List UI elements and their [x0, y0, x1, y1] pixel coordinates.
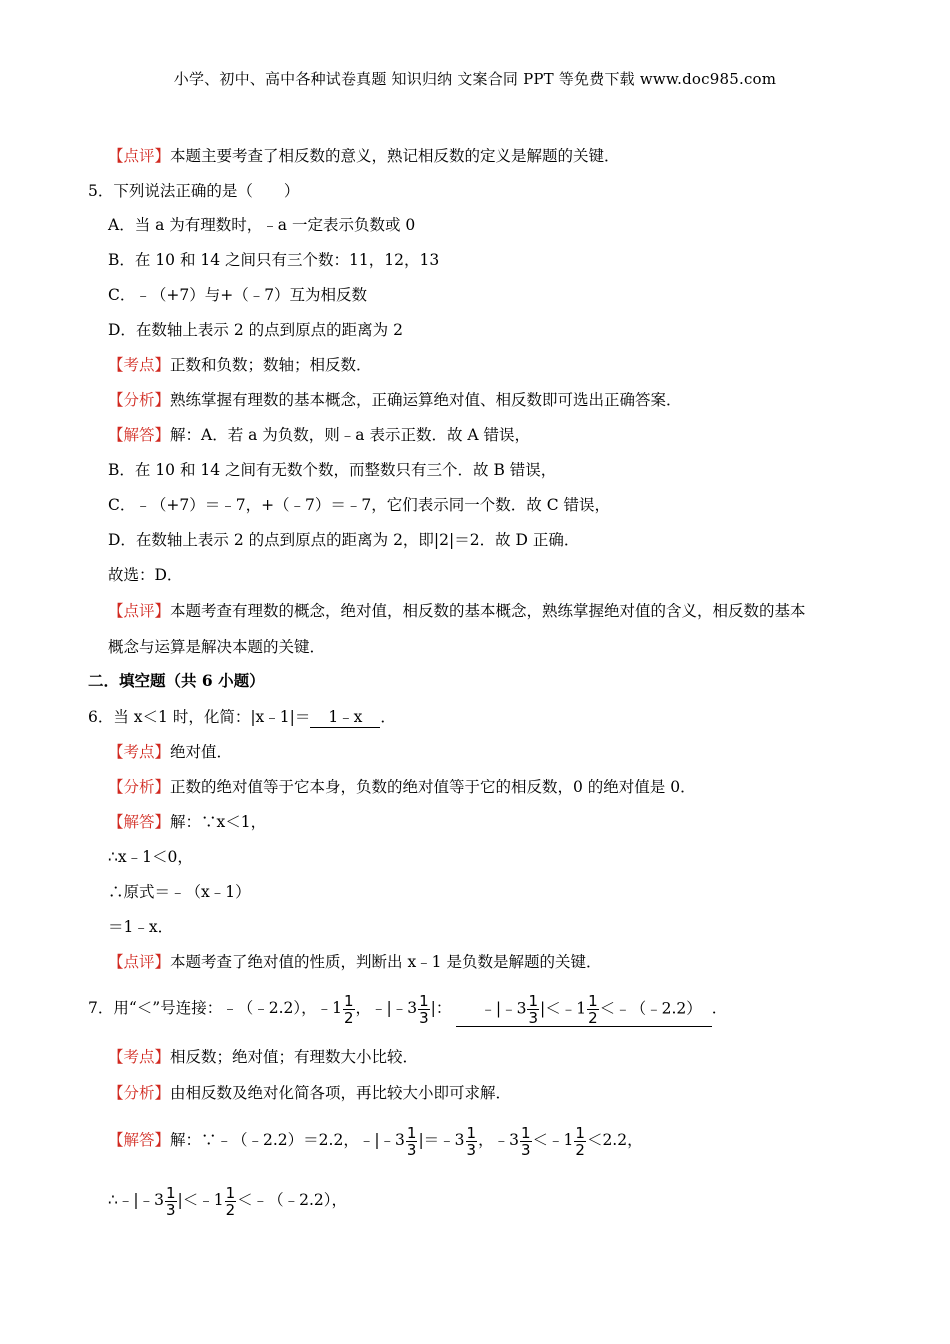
q5-stem: 5．下列说法正确的是（ ）	[88, 182, 300, 200]
q6-comment: 【点评】本题考查了绝对值的性质，判断出 x﹣1 是负数是解题的关键．	[108, 953, 602, 971]
fraction: $\frac{1}{3}$	[419, 991, 429, 1027]
q4-comment: 【点评】本题主要考查了相反数的意义，熟记相反数的定义是解题的关键．	[108, 147, 620, 165]
section-title: 二．填空题（共 6 小题）	[88, 671, 265, 690]
q5-option-a: A．当 a 为有理数时，﹣a 一定表示负数或 0	[108, 216, 416, 234]
tag-dianping: 【点评】	[108, 147, 171, 165]
q5-kaodian: 【考点】正数和负数；数轴；相反数．	[108, 356, 372, 374]
q6-kaodian: 【考点】绝对值．	[108, 743, 233, 761]
fraction: $\frac{1}{2}$	[343, 991, 354, 1027]
q5-fenxi: 【分析】熟练掌握有理数的基本概念，正确运算绝对值、相反数即可选出正确答案．	[108, 391, 682, 409]
q6-step-2: ∴原式＝﹣（x﹣1）	[108, 883, 251, 901]
q7-fenxi: 【分析】由相反数及绝对化简各项，再比较大小即可求解．	[108, 1084, 512, 1102]
q6-answer: 1﹣x	[310, 707, 380, 728]
q5-option-b: B．在 10 和 14 之间只有三个数：11，12，13	[108, 251, 440, 269]
q5-jieda-b: B．在 10 和 14 之间有无数个数，而整数只有三个．故 B 错误，	[108, 461, 557, 479]
q5-jieda-c: C．﹣（+7）＝﹣7，+（﹣7）＝﹣7，它们表示同一个数．故 C 错误，	[108, 496, 610, 514]
q6-fenxi: 【分析】正数的绝对值等于它本身，负数的绝对值等于它的相反数，0 的绝对值是 0．	[108, 778, 696, 796]
q6-stem: 6．当 x＜1 时，化简：|x﹣1|＝ 1﹣x ．	[88, 708, 396, 726]
q7-jieda: 【解答】解：∵﹣（﹣2.2）＝2.2，﹣|﹣3 $\frac{1}{3}$ |＝﹣3 $\frac{1}{3}$ ，﹣3 $\frac{1}{3}$ ＜﹣1 $\frac{1}{2}$ ＜2.2，	[108, 1123, 643, 1159]
q5-answer: 故选：D．	[108, 566, 183, 584]
q6-jieda: 【解答】解：∵x＜1，	[108, 813, 267, 831]
q5-option-c: C．﹣（+7）与+（﹣7）互为相反数	[108, 286, 368, 304]
q7-stem: 7．用“＜”号连接：﹣（﹣2.2），﹣1 $\frac{1}{2}$ ，﹣|﹣3 $\frac{1}{3}$ |： ﹣|﹣3 $\frac{1}{3}$ |＜﹣1 $\frac{1}{2}$ ＜﹣（﹣2.2） ．	[88, 991, 728, 1027]
q5-option-d: D．在数轴上表示 2 的点到原点的距离为 2	[108, 321, 403, 339]
q7-conclusion: ∴﹣|﹣3 $\frac{1}{3}$ |＜﹣1 $\frac{1}{2}$ ＜﹣（﹣2.2），	[108, 1183, 348, 1219]
q5-comment: 【点评】本题考查有理数的概念，绝对值，相反数的基本概念，熟练掌握绝对值的含义，相反数的基本	[108, 602, 806, 620]
q6-step-1: ∴x﹣1＜0，	[108, 848, 193, 866]
q7-kaodian: 【考点】相反数；绝对值；有理数大小比较．	[108, 1048, 419, 1066]
q5-jieda: 【解答】解：A．若 a 为负数，则﹣a 表示正数．故 A 错误，	[108, 426, 531, 444]
q5-jieda-d: D．在数轴上表示 2 的点到原点的距离为 2，即|2|＝2．故 D 正确．	[108, 531, 580, 549]
q7-answer-blank: ﹣|﹣3 $\frac{1}{3}$ |＜﹣1 $\frac{1}{2}$ ＜﹣（﹣2.2）	[456, 993, 711, 1027]
q6-step-3: ＝1﹣x．	[108, 918, 174, 936]
q5-comment-cont: 概念与运算是解决本题的关键．	[108, 638, 326, 656]
page-header: 小学、初中、高中各种试卷真题 知识归纳 文案合同 PPT 等免费下载 www.doc985.com	[173, 70, 777, 88]
